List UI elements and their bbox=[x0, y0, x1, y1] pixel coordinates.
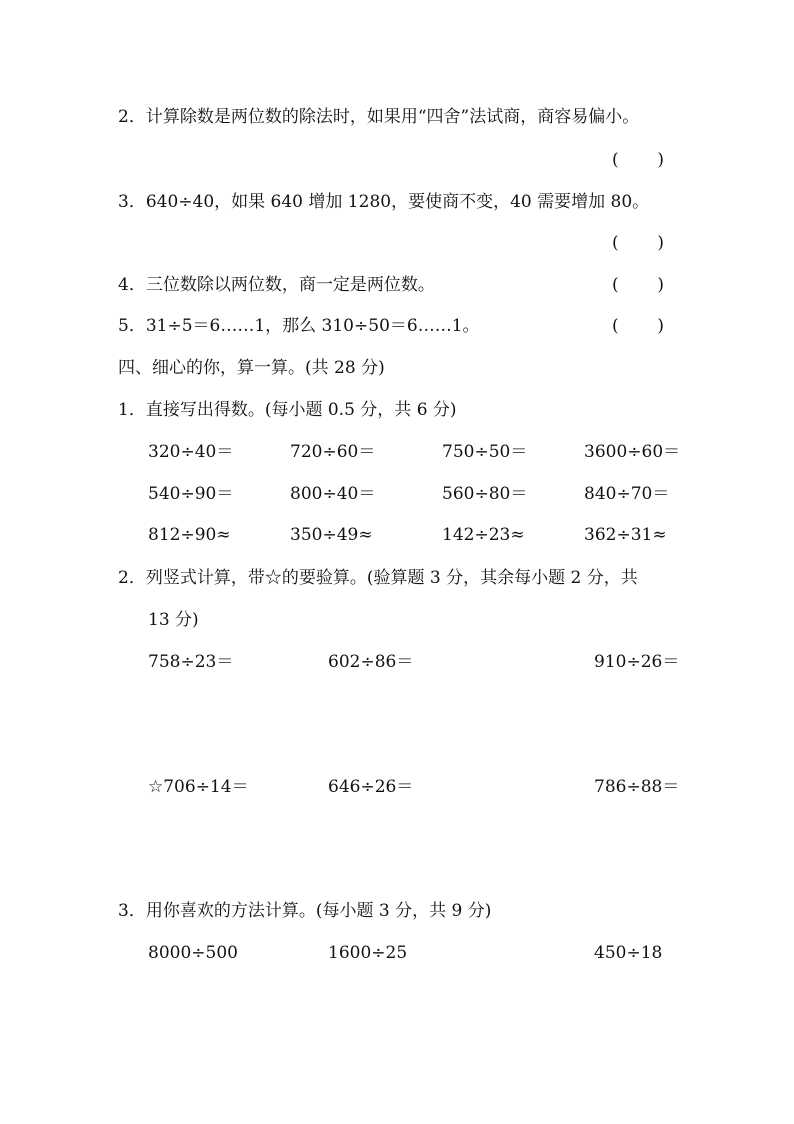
judge-question-3 bbox=[118, 191, 649, 213]
part-number: 2． bbox=[118, 568, 146, 588]
judge-question-2 bbox=[118, 106, 639, 128]
question-text: 三位数除以两位数，商一定是两位数。 bbox=[145, 275, 435, 295]
oral-problem: 800÷40＝ bbox=[290, 484, 376, 504]
question-text: 计算除数是两位数的除法时，如果用“四舍”法试商，商容易偏小。 bbox=[145, 107, 640, 127]
method-problem: 8000÷500 bbox=[148, 943, 238, 963]
judge-question-5 bbox=[118, 315, 480, 337]
question-number: 5． bbox=[118, 316, 146, 336]
oral-problem: 350÷49≈ bbox=[290, 525, 373, 545]
oral-problem: 720÷60＝ bbox=[290, 442, 376, 462]
vertical-problem: 602÷86＝ bbox=[328, 652, 414, 672]
oral-problem: 560÷80＝ bbox=[442, 484, 528, 504]
vertical-problem: 646÷26＝ bbox=[328, 777, 414, 797]
vertical-problem: 758÷23＝ bbox=[148, 652, 234, 672]
part-2-heading-continued: 13 分) bbox=[148, 610, 199, 630]
part-2-heading bbox=[118, 567, 638, 589]
method-problem: 450÷18 bbox=[594, 943, 663, 963]
judge-question-4 bbox=[118, 274, 435, 296]
part-number: 3． bbox=[118, 901, 146, 921]
oral-problem: 142÷23≈ bbox=[442, 525, 525, 545]
question-number: 2． bbox=[118, 107, 146, 127]
part-1-heading bbox=[118, 399, 457, 421]
question-number: 4． bbox=[118, 275, 146, 295]
question-text: 640÷40，如果 640 增加 1280，要使商不变，40 需要增加 80。 bbox=[145, 192, 650, 212]
section-title: 四、细心的你，算一算。(共 28 分) bbox=[118, 358, 385, 378]
oral-problem: 840÷70＝ bbox=[584, 484, 670, 504]
vertical-problem-with-check: ☆706÷14＝ bbox=[148, 777, 249, 797]
method-problem: 1600÷25 bbox=[328, 943, 408, 963]
part-3-heading bbox=[118, 900, 491, 922]
oral-problem: 812÷90≈ bbox=[148, 525, 231, 545]
vertical-problem: 910÷26＝ bbox=[594, 652, 680, 672]
vertical-problem: 786÷88＝ bbox=[594, 777, 680, 797]
oral-problem: 320÷40＝ bbox=[148, 442, 234, 462]
question-number: 3． bbox=[118, 192, 146, 212]
oral-problem: 750÷50＝ bbox=[442, 442, 528, 462]
oral-problem: 3600÷60＝ bbox=[584, 442, 681, 462]
question-text: 31÷5＝6……1，那么 310÷50＝6……1。 bbox=[145, 316, 480, 336]
oral-problem: 362÷31≈ bbox=[584, 525, 667, 545]
oral-problem: 540÷90＝ bbox=[148, 484, 234, 504]
part-text: 列竖式计算，带☆的要验算。(验算题 3 分，其余每小题 2 分，共 bbox=[145, 568, 638, 588]
part-text: 直接写出得数。(每小题 0.5 分，共 6 分) bbox=[145, 400, 457, 420]
part-number: 1． bbox=[118, 400, 146, 420]
part-text: 用你喜欢的方法计算。(每小题 3 分，共 9 分) bbox=[145, 901, 492, 921]
